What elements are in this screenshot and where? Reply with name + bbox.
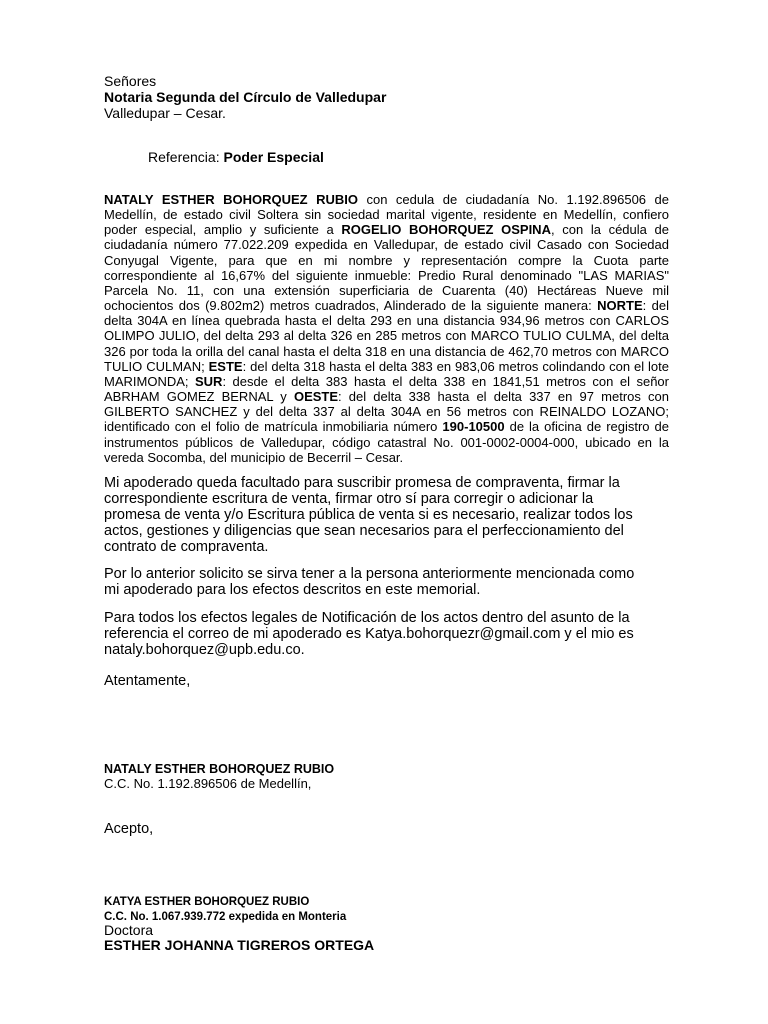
reference-line [148, 149, 324, 165]
p4-line: referencia el correo de mi apoderado es Katya.bohorquezr@gmail.com y el mio es [104, 626, 634, 642]
p1-text-e: : desde el delta 383 hasta el delta 338 en 1841,51 metros con el señor ABRHAM GOMEZ BERNAL y [104, 373, 669, 405]
folio-number: 190-10500 [442, 419, 505, 435]
p4-line: Para todos los efectos legales de Notificación de los actos dentro del asunto de la [104, 610, 630, 626]
signer1-id: C.C. No. 1.192.896506 de Medellín, [104, 776, 312, 791]
signer2-id: C.C. No. 1.067.939.772 expedida en Monteria [104, 911, 347, 923]
boundary-west: OESTE [293, 389, 339, 405]
p2-line: correspondiente escritura de venta, firmar otro sí para corregir o adicionar la [104, 491, 594, 507]
p2-line: contrato de compraventa. [104, 539, 269, 555]
power-of-attorney-paragraph [104, 192, 669, 465]
reference-label: Referencia: [148, 149, 224, 165]
signer2-name: KATYA ESTHER BOHORQUEZ RUBIO [104, 896, 310, 908]
boundary-east: ESTE [208, 358, 243, 374]
recipient-city: Valledupar – Cesar. [104, 105, 226, 121]
signer2-title: Doctora [104, 922, 154, 938]
p2-line: actos, gestiones y diligencias que sean necesarios para el perfeccionamiento del [104, 523, 624, 539]
p2-line: promesa de venta y/o Escritura pública de venta si es necesario, realizar todos los [104, 507, 633, 523]
boundary-north: NORTE [597, 298, 643, 314]
p1-text-c: : del delta 304A en línea quebrada hasta el delta 293 en una distancia 934,96 metros con CARLOS OLIMPO JULIO, del delta 293 al delta 326 en 285 metros con MARCO TULIO CULMA, del delta 326 por toda la orilla del canal hasta el delta 318 en una distancia de 462,70 metros con MARCO TULIO CULMAN; [104, 298, 669, 374]
boundary-south: SUR [195, 373, 223, 389]
p1-text-g: de la oficina de registro de instrumentos públicos de Valledupar, código catastral No. 001-0002-0004-000, ubicado en la vereda Socomba, del municipio de Becerril – Cesar. [104, 419, 669, 465]
faculties-paragraph [104, 475, 669, 555]
signer2-fullname: ESTHER JOHANNA TIGREROS ORTEGA [104, 937, 375, 953]
grantor-name: NATALY ESTHER BOHORQUEZ RUBIO [104, 192, 358, 207]
p3-line: Por lo anterior solicito se sirva tener a la persona anteriormente mencionada como [104, 566, 635, 582]
agent-name: ROGELIO BOHORQUEZ OSPINA [341, 222, 551, 238]
recipient: Notaria Segunda del Círculo de Valledupar [104, 89, 387, 105]
salutation: Señores [104, 73, 157, 89]
signer1-name: NATALY ESTHER BOHORQUEZ RUBIO [104, 762, 335, 776]
closing: Atentamente, [104, 673, 191, 689]
reference-subject: Poder Especial [223, 149, 324, 165]
accept-label: Acepto, [104, 821, 154, 837]
p1-text-a: con cedula de ciudadanía No. 1.192.896506 de Medellín, de estado civil Soltera sin sociedad marital vigente, residente en Medellín, confiero poder especial, amplio y suficiente a [104, 192, 669, 238]
p1-text-d: : del delta 318 hasta el delta 383 en 983,06 metros colindando con el lote MARIMONDA; [104, 358, 669, 389]
p1-text-b: , con la cédula de ciudadanía número 77.022.209 expedida en Valledupar, de estado civil Casado con Sociedad Conyugal Vigente, para que en mi nombre y representación compre la Cuota parte correspondiente al 16,67% del siguiente inmueble: Predio Rural denominado "LAS MARIAS" Parcela No. 11, con una extensión superficiaria de Cuarenta (40) Hectáreas Nueve mil ochocientos dos (9.802m2) metros cuadrados, Alinderado de la siguiente manera: [104, 222, 669, 314]
p1-text-f: : del delta 338 hasta el delta 337 en 97 metros con GILBERTO SANCHEZ y del delta 337 al delta 304A en 56 metros con REINALDO LOZANO; identificado con el folio de matrícula inmobiliaria número [104, 389, 669, 435]
p3-line: mi apoderado para los efectos descritos en este memorial. [104, 582, 481, 598]
request-paragraph [104, 566, 669, 598]
notification-paragraph [104, 610, 669, 658]
p2-line: Mi apoderado queda facultado para suscribir promesa de compraventa, firmar la [104, 475, 620, 491]
p4-line: nataly.bohorquez@upb.edu.co. [104, 642, 305, 658]
